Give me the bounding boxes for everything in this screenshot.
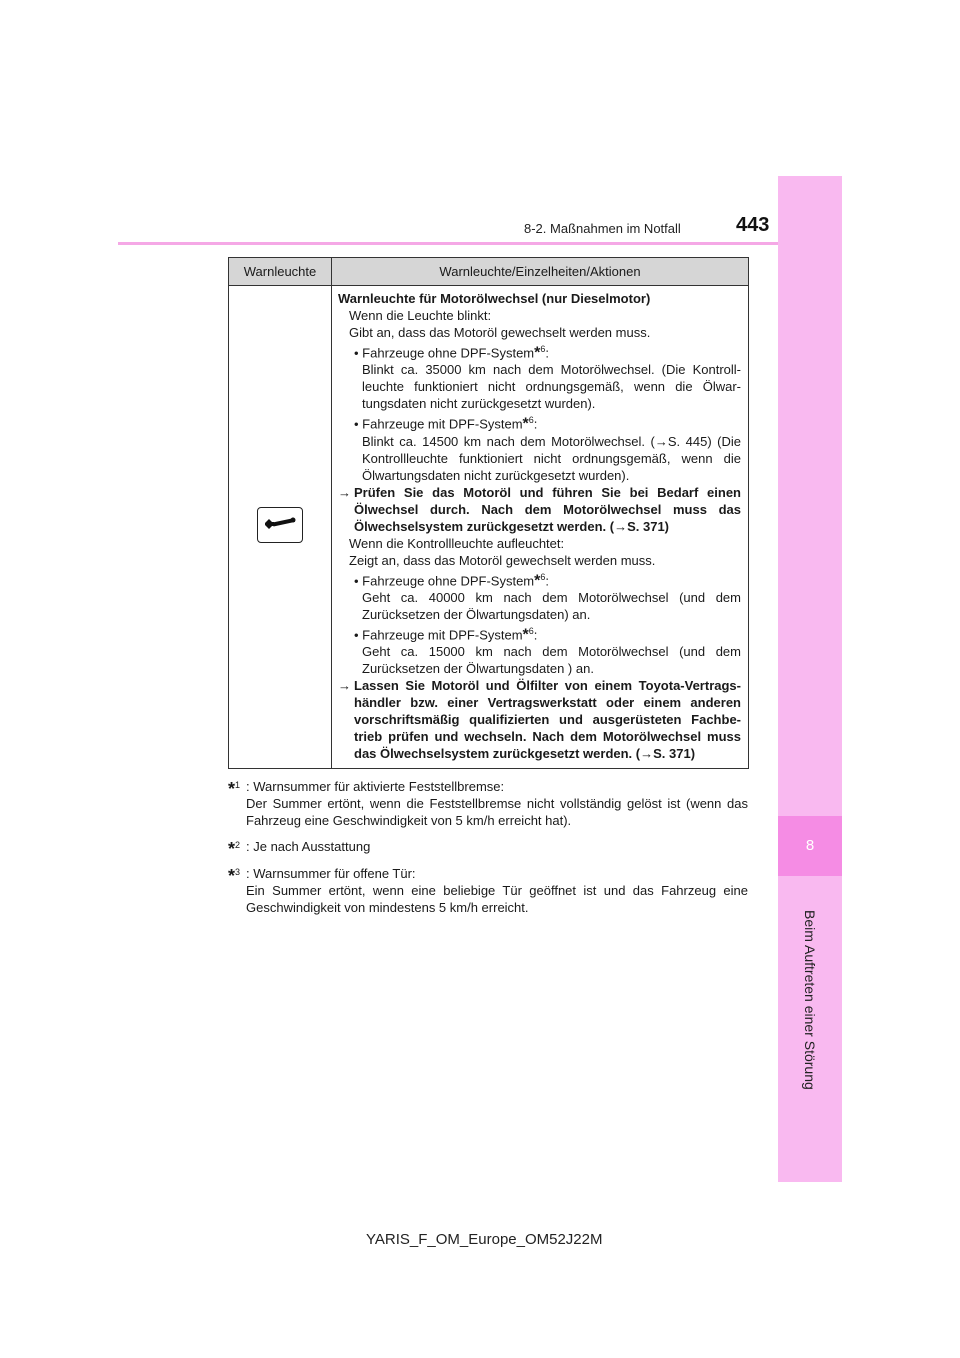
footnote-marker: *$^1$ [228,779,241,799]
footnote-marker: *$^3$ [228,866,241,886]
blink-description: Gibt an, dass das Motoröl gewechselt werden muss. [349,325,651,340]
arrow-icon: → [338,678,351,694]
bullet-text: Geht ca. 15000 km nach dem Motorölwechsel (und dem [362,644,741,660]
footnote-3 [228,865,748,916]
action-block [338,677,741,762]
action-block [338,484,741,535]
action-text: trieb prüfen und wechseln. Nach dem Motorölwechsel muss [354,729,741,745]
table-row [229,286,749,769]
lit-description: Zeigt an, dass das Motoröl gewechselt werden muss. [349,552,656,568]
warning-light-table [228,257,749,769]
footnotes [228,778,748,925]
footnote-title: : Je nach Ausstattung [246,839,371,854]
arrow-icon: → [338,484,351,500]
page-number: 443 [736,214,770,236]
action-text: das Ölwechselsystem zurückgesetzt werden. (→S. 371) [354,746,696,762]
column-header-details: Warnleuchte/Einzelheiten/Aktionen [332,258,749,286]
chapter-label-box [778,880,842,1120]
footnote-marker: *$^2$ [228,839,241,859]
bullet-text: Kontrollleuchte funktioniert nicht ordnungsgemäß, wenn die [362,450,741,466]
bullet-text: Geht ca. 40000 km nach dem Motorölwechsel (und dem [362,589,741,605]
footnote-text: Fahrzeug eine Geschwindigkeit von 5 km/h erreicht hat). [246,813,572,828]
chapter-number: 8 [778,816,842,876]
bullet-label: • Fahrzeuge mit DPF-System*$^6$: [354,415,538,433]
action-text: händler bzw. einer Vertragswerkstatt oder einem anderen [354,695,741,711]
header-rule [118,242,842,245]
bullet-label: • Fahrzeuge mit DPF-System*$^6$: [354,625,538,644]
bullet-text: Ölwartungsdaten nicht zurückgesetzt wurden). [362,467,630,483]
footnote-text: Der Summer ertönt, wenn die Feststellbremse nicht vollständig gelöst ist (wenn das [246,796,748,811]
action-text: Lassen Sie Motoröl und Ölfilter von einem Toyota-Vertrags- [354,678,741,694]
bullet-text: Zurücksetzen der Ölwartungsdaten ) an. [362,661,594,677]
footnote-text: Geschwindigkeit von mindestens 5 km/h erreicht. [246,900,529,915]
action-text: Prüfen Sie das Motoröl und führen Sie bei Bedarf einen [354,484,741,500]
footnote-2 [228,838,748,859]
column-header-warnleuchte: Warnleuchte [229,258,332,286]
bullet-text: Blinkt ca. 14500 km nach dem Motorölwechsel. (→S. 445) (Die [362,433,741,449]
bullet-text: tungsdaten nicht zurückgesetzt wurden). [362,396,596,412]
details-cell [332,286,749,769]
chapter-label: Beim Auftreten einer Störung [802,910,818,1090]
light-title: Warnleuchte für Motorölwechsel (nur Dieselmotor) [338,291,651,306]
footnote-1 [228,778,748,829]
bullet-label: • Fahrzeuge ohne DPF-System*$^6$: [354,344,550,362]
bullet-text: leuchte funktioniert nicht ordnungsgemäß, wenn die Ölwar- [362,379,741,395]
section-title: 8-2. Maßnahmen im Notfall [524,221,681,236]
table-header-row [229,258,749,286]
action-text: vorschriftsmäßig qualifizierten und ausgerüsteten Fachbe- [354,712,741,728]
bullet-text: Zurücksetzen der Ölwartungsdaten) an. [362,606,591,622]
footnote-title: : Warnsummer für offene Tür: [246,866,416,881]
action-text: Ölwechselsystem zurückgesetzt werden. (→S. 371) [354,518,670,534]
wrench-icon [257,507,303,543]
blink-heading: Wenn die Leuchte blinkt: [349,308,492,323]
footer-document-id: YARIS_F_OM_Europe_OM52J22M [366,1231,603,1248]
footnote-text: Ein Summer ertönt, wenn eine beliebige Tür geöffnet ist und das Fahrzeug eine [246,883,748,898]
lit-heading: Wenn die Kontrollleuchte aufleuchtet: [349,535,565,551]
bullet-label: • Fahrzeuge ohne DPF-System*$^6$: [354,571,550,589]
footnote-title: : Warnsummer für aktivierte Feststellbremse: [246,779,505,794]
icon-cell [229,286,332,769]
action-text: Ölwechsel durch. Nach dem Motorölwechsel muss das [354,501,741,517]
bullet-text: Blinkt ca. 35000 km nach dem Motorölwechsel. (Die Kontroll- [362,362,741,378]
